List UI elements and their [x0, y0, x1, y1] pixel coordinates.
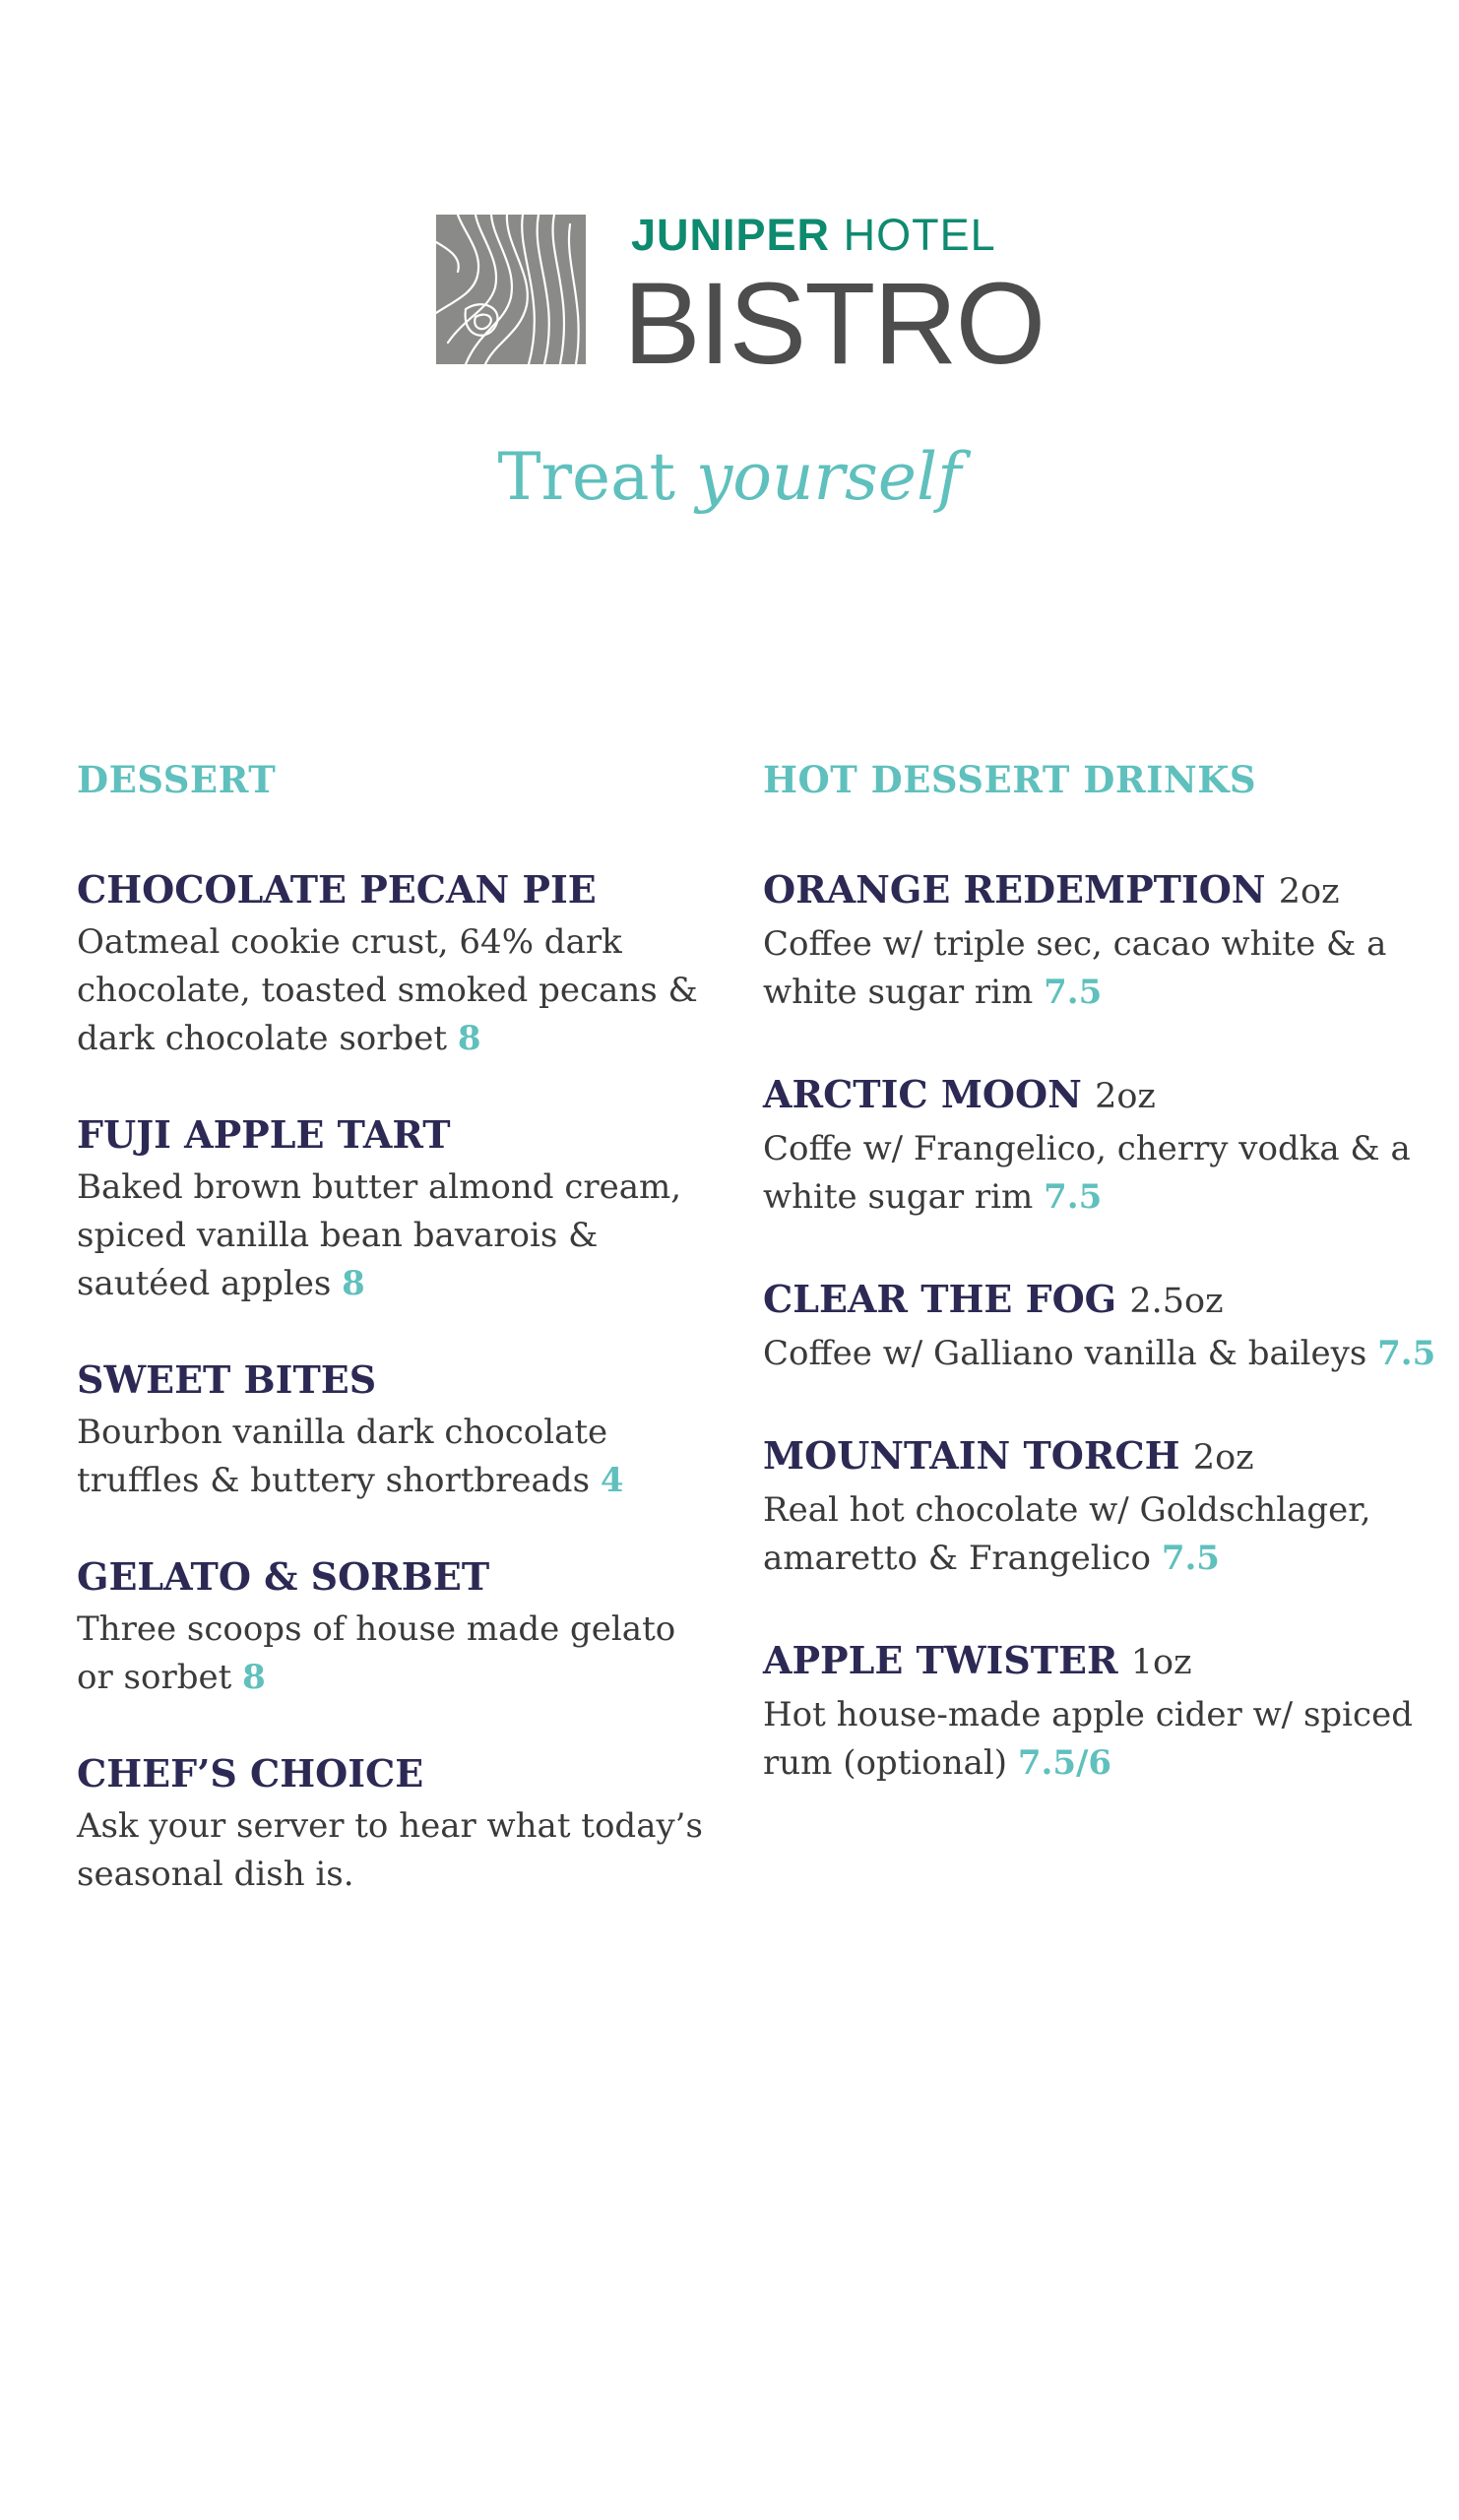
item-price: 8 — [242, 1658, 266, 1697]
item-desc-text: Oatmeal cookie crust, 64% dark chocolate, toasted smoked pecans & dark chocolate sorbet — [77, 922, 698, 1058]
item-name-row — [763, 1638, 1442, 1685]
drinks-section-title: HOT DESSERT DRINKS — [763, 758, 1257, 801]
item-desc-text: Coffe w/ Frangelico, cherry vodka & a white sugar rim — [763, 1129, 1411, 1217]
menu-item-gelato-sorbet — [77, 1554, 707, 1702]
item-size: 2oz — [1192, 1438, 1254, 1478]
tagline-yourself: yourself — [695, 439, 962, 515]
menu-item-mountain-torch — [763, 1433, 1442, 1583]
logo-title-line1 — [631, 210, 996, 260]
item-price: 7.5 — [1044, 973, 1103, 1012]
item-price: 7.5 — [1161, 1539, 1220, 1578]
menu-item-chefs-choice — [77, 1751, 707, 1899]
logo-bistro-text: BISTRO — [623, 259, 1045, 389]
logo-hotel-text: HOTEL — [843, 210, 996, 260]
menu-item-apple-twister — [763, 1638, 1442, 1788]
item-name: CHOCOLATE PECAN PIE — [77, 867, 597, 912]
item-price: 8 — [457, 1019, 481, 1058]
item-description — [77, 918, 707, 1063]
item-price: 4 — [600, 1461, 624, 1500]
menu-item-chocolate-pecan-pie — [77, 867, 707, 1063]
item-name: APPLE TWISTER — [763, 1638, 1118, 1682]
dessert-section-title: DESSERT — [77, 758, 277, 801]
item-name: ARCTIC MOON — [763, 1072, 1082, 1116]
item-description — [77, 1164, 707, 1308]
item-name: CHEF’S CHOICE — [77, 1751, 424, 1796]
item-price: 8 — [342, 1264, 365, 1303]
menu-item-arctic-moon — [763, 1072, 1442, 1222]
item-desc-text: Baked brown butter almond cream, spiced vanilla bean bavarois & sautéed apples — [77, 1167, 682, 1303]
menu-item-fuji-apple-tart — [77, 1112, 707, 1308]
item-name: MOUNTAIN TORCH — [763, 1433, 1180, 1478]
item-name: FUJI APPLE TART — [77, 1112, 451, 1157]
item-size: 2oz — [1095, 1077, 1156, 1116]
item-description — [763, 1486, 1442, 1583]
tagline — [0, 439, 1459, 515]
item-price: 7.5/6 — [1017, 1743, 1112, 1783]
item-desc-text: Bourbon vanilla dark chocolate truffles & buttery shortbreads — [77, 1413, 608, 1500]
item-description — [77, 1606, 707, 1702]
dessert-column — [77, 758, 707, 1948]
item-desc-text: Ask your server to hear what today’s seasonal dish is. — [77, 1806, 703, 1894]
tagline-treat: Treat — [497, 439, 675, 515]
drinks-column — [763, 758, 1442, 1843]
item-price: 7.5 — [1377, 1334, 1436, 1373]
menu-item-sweet-bites — [77, 1357, 707, 1505]
menu-item-orange-redemption — [763, 867, 1442, 1017]
item-desc-text: Coffee w/ triple sec, cacao white & a white sugar rim — [763, 924, 1387, 1012]
bistro-logo — [436, 210, 1047, 389]
logo-juniper-text: JUNIPER — [631, 210, 831, 260]
item-name-row — [763, 1072, 1442, 1119]
item-size: 2.5oz — [1129, 1282, 1224, 1321]
item-desc-text: Coffee w/ Galliano vanilla & baileys — [763, 1334, 1367, 1373]
item-description — [763, 920, 1442, 1017]
item-description — [763, 1330, 1442, 1378]
topographic-contour-logo-icon — [436, 215, 586, 364]
menu-item-clear-the-fog — [763, 1277, 1442, 1378]
item-price: 7.5 — [1044, 1177, 1103, 1217]
item-desc-text: Hot house-made apple cider w/ spiced rum (optional) — [763, 1695, 1413, 1783]
item-description — [77, 1409, 707, 1505]
item-description — [763, 1691, 1442, 1788]
item-description — [763, 1125, 1442, 1222]
item-size: 1oz — [1130, 1643, 1192, 1682]
item-desc-text: Three scoops of house made gelato or sorbet — [77, 1609, 676, 1697]
item-name-row — [763, 1433, 1442, 1480]
item-name: ORANGE REDEMPTION — [763, 867, 1266, 912]
item-size: 2oz — [1278, 872, 1340, 912]
item-name: GELATO & SORBET — [77, 1554, 490, 1599]
item-description — [77, 1802, 707, 1899]
item-name: SWEET BITES — [77, 1357, 377, 1402]
item-name-row — [763, 1277, 1442, 1324]
item-name: CLEAR THE FOG — [763, 1277, 1117, 1321]
item-name-row — [763, 867, 1442, 914]
item-desc-text: Real hot chocolate w/ Goldschlager, amaretto & Frangelico — [763, 1490, 1371, 1578]
